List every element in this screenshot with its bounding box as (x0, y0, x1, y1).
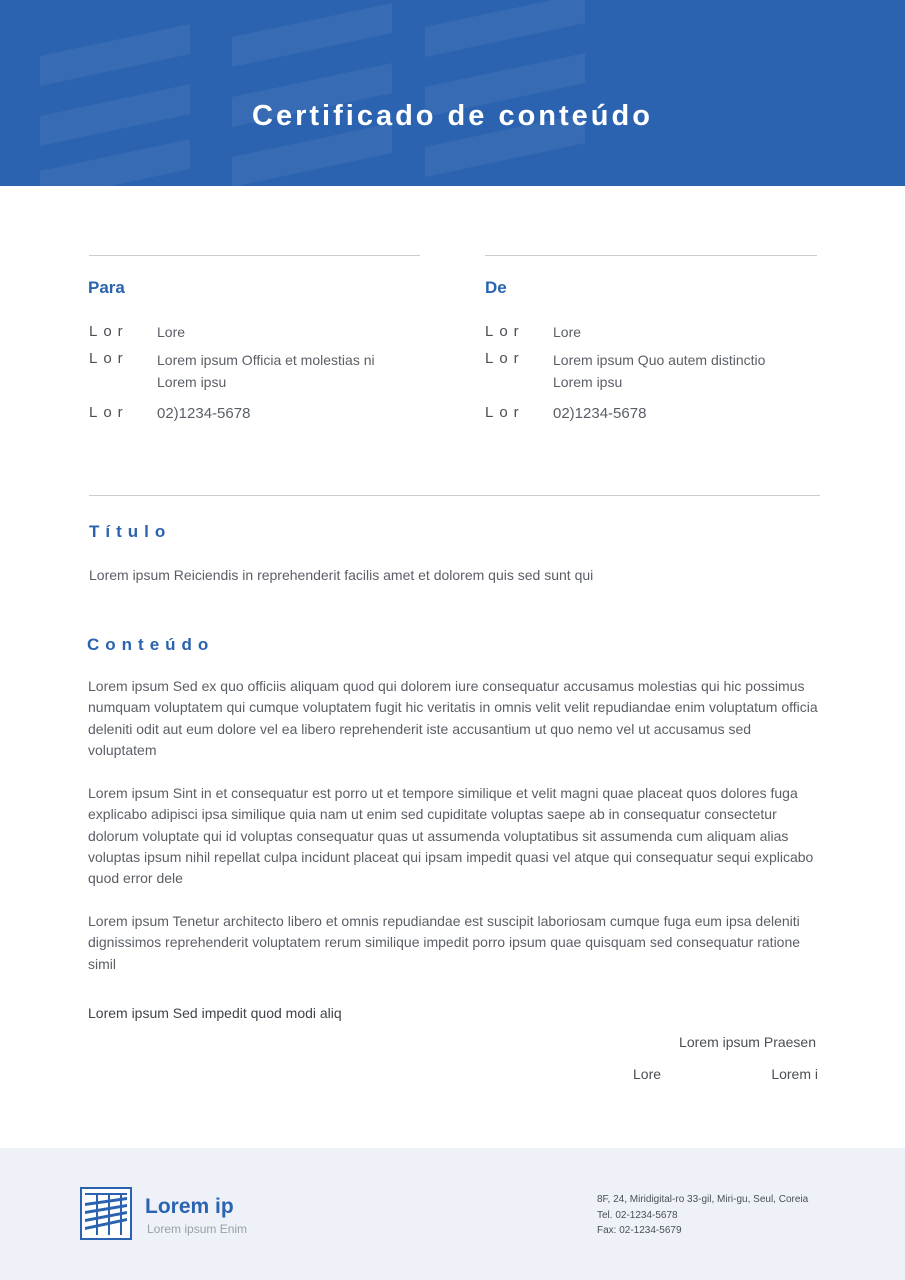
to-label: Para (88, 278, 125, 297)
window-shadow-decoration (232, 3, 392, 67)
content-paragraph: Lorem ipsum Sint in et consequatur est porro ut et tempore similique et velit magni quae placeat quos dolores fuga explicabo adipisci ipsa similique quia nam ut enim sed cupiditate voluptas saepe ab in consequatur consectetur dolorum voluptate qui id voluptas consequatur quas ut assumenda voluptatibus sit assumenda cum aliquam alias voluptas ipsum nihil repellat culpa incidunt placeat qui ipsam impedit quasi vel atque qui consequatur sequi explicabo quod error dele (88, 785, 814, 887)
signer-right: Lorem i (771, 1066, 818, 1082)
divider (89, 255, 420, 256)
to-phone-value: 02)1234-5678 (157, 405, 251, 422)
logo-subtitle: Lorem ipsum Enim (147, 1222, 248, 1236)
from-field-key: Lor (485, 350, 525, 367)
to-field-value: Lorem ipsum Officia et molestias ni (157, 352, 375, 368)
to-field-key: Lor (89, 404, 129, 421)
footer-fax: Fax: 02-1234-5679 (597, 1225, 682, 1236)
footer-address: 8F, 24, Miridigital-ro 33-gil, Miri-gu, Seul, Coreia (597, 1194, 809, 1205)
from-field-value: Lore (553, 324, 582, 340)
content-section-label: Conteúdo (87, 635, 215, 654)
from-phone-value: 02)1234-5678 (553, 405, 647, 422)
to-field-key: Lor (89, 350, 129, 367)
content-paragraph: Lorem ipsum Tenetur architecto libero et omnis repudiandae est suscipit laboriosam cumque fuga eum ipsa deleniti dignissimos reprehenderit voluptatem rerum similique impedit porro ipsum quae quisquam sed consequatur ratione simil (88, 913, 801, 972)
title-text: Lorem ipsum Reiciendis in reprehenderit facilis amet et dolorem quis sed sunt qui (89, 567, 594, 583)
window-shadow-decoration (425, 0, 585, 57)
footer (0, 1148, 905, 1280)
header-banner (0, 0, 905, 186)
logo-name: Lorem ip (145, 1195, 234, 1218)
content-paragraph: Lorem ipsum Sed ex quo officiis aliquam quod qui dolorem iure consequatur accusamus molestias qui hic possimus numquam voluptatem qui cumque voluptatem fugit hic veritatis in omnis velit velit repudiandae enim voluptatum officia deleniti odit aut eum dolore vel ea libero reprehenderit iste accusantium ut quo nemo vel ut accusamus sed voluptatem (88, 678, 818, 758)
divider (89, 495, 820, 496)
window-shadow-decoration (40, 24, 190, 86)
closing-statement: Lorem ipsum Sed impedit quod modi aliq (88, 1005, 342, 1021)
window-shadow-decoration (40, 139, 190, 186)
from-field-value: Lorem ipsu (553, 374, 623, 390)
from-field-key: Lor (485, 404, 525, 421)
page-title: Certificado de conteúdo (252, 100, 653, 132)
to-field-value: Lore (157, 324, 186, 340)
from-field-value: Lorem ipsum Quo autem distinctio (553, 352, 766, 368)
signer-left: Lore (633, 1066, 662, 1082)
from-label: De (485, 278, 507, 297)
building-stripes-icon (80, 1187, 132, 1240)
divider (485, 255, 817, 256)
issue-date: Lorem ipsum Praesen (679, 1034, 816, 1050)
footer-tel: Tel. 02-1234-5678 (597, 1210, 678, 1221)
from-field-key: Lor (485, 323, 525, 340)
to-field-key: Lor (89, 323, 129, 340)
to-field-value: Lorem ipsu (157, 374, 227, 390)
title-section-label: Título (89, 522, 172, 541)
